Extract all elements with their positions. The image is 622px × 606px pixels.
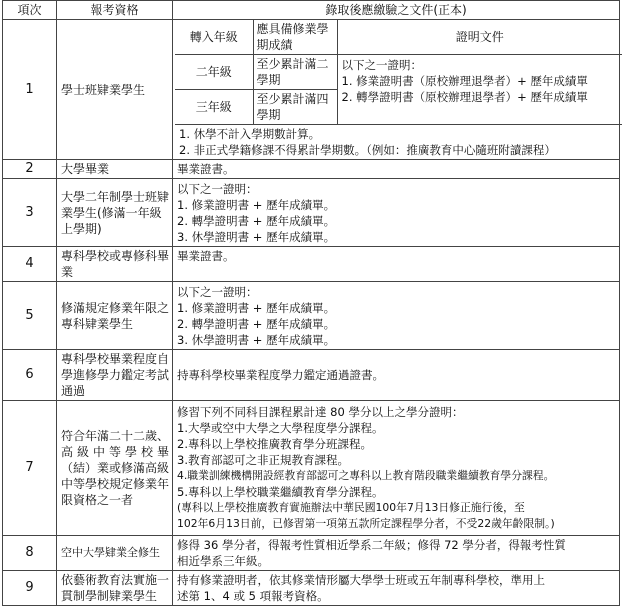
row-index: 5 <box>3 282 57 350</box>
doc-line: 5.專科以上學校職業繼續教育學分課程。 <box>177 485 384 499</box>
sub-header-transfer-grade: 轉入年級 <box>175 20 253 55</box>
row-index: 4 <box>3 247 57 282</box>
row1-proof-docs <box>337 55 622 125</box>
doc-line: 以下之一證明： <box>177 284 258 299</box>
row-qualification: 依藝術教育法實施一貫制學制肄業學生 <box>57 571 173 606</box>
row-index: 6 <box>3 350 57 401</box>
grade-3-record: 至少累計滿四學期 <box>253 90 337 125</box>
row-qualification: 大學二年制學士班肄業學生(修滿一年級上學期) <box>57 179 173 247</box>
header-index: 項次 <box>3 1 57 20</box>
doc-line: 2. 轉學證明書 + 歷年成績單。 <box>177 213 336 228</box>
doc-line: (專科以上學校推廣教育實施辦法中華民國100年7月13日修正施行後，至 <box>177 501 525 514</box>
doc-line: 1. 修業證明書 + 歷年成績單。 <box>177 197 336 212</box>
admission-documents-table <box>2 0 620 606</box>
table-row-7 <box>3 401 620 536</box>
row-index: 7 <box>3 401 57 536</box>
row-qualification: 學士班肄業學生 <box>57 20 173 160</box>
doc-line: 4.職業訓練機構開設經教育部認可之專科以上教育階段職業繼續教育學分課程。 <box>177 469 555 482</box>
doc-line: 述第 1、4 或 5 項報考資格。 <box>177 589 329 603</box>
row-qualification: 專科學校畢業程度自學進修學力鑑定考試通過 <box>57 350 173 401</box>
note-line: 2. 非正式學籍修課不得累計學期數。（例如：推廣教育中心隨班附讀課程） <box>179 143 556 157</box>
grade-2-record: 至少累計滿二學期 <box>253 55 337 90</box>
table-header-row <box>3 1 620 20</box>
grade-3-label: 三年級 <box>175 90 253 125</box>
doc-line: 2.專科以上學校推廣教育學分班課程。 <box>177 437 372 451</box>
table-row-6 <box>3 350 620 401</box>
note-line: 1. 休學不計入學期數計算。 <box>179 127 321 141</box>
doc-line: 102年6月13日前，已修習第一項第五款所定課程學分者，不受22歲年齡限制。) <box>177 517 555 530</box>
doc-line: 畢業證書。 <box>177 249 235 263</box>
table-row-5 <box>3 282 620 350</box>
row-documents <box>173 536 620 571</box>
table-row-9 <box>3 571 620 606</box>
row1-documents-cell <box>173 20 620 160</box>
proof-line: 1. 修業證明書（原校辦理退學者）+ 歷年成績單 <box>341 74 588 88</box>
table-row-4 <box>3 247 620 282</box>
row-qualification: 大學畢業 <box>57 160 173 179</box>
row-qualification: 空中大學肄業全修生 <box>57 536 173 571</box>
doc-line: 3. 休學證明書 + 歷年成績單。 <box>177 229 336 244</box>
proof-line: 以下之一證明： <box>341 58 422 72</box>
grade-2-label: 二年級 <box>175 55 253 90</box>
row-documents <box>173 571 620 606</box>
doc-line: 相近學系三年級。 <box>177 554 269 568</box>
row-documents <box>173 282 620 350</box>
row1-subtable <box>175 20 622 159</box>
doc-line: 1.大學或空中大學之大學程度學分課程。 <box>177 421 384 435</box>
row-qualification: 符合年滿二十二歲、高級中等學校畢（結）業或修滿高級中等學校規定修業年限資格之一者 <box>57 401 173 536</box>
row-index: 1 <box>3 20 57 160</box>
doc-line: 1. 修業證明書 + 歷年成績單。 <box>177 300 336 315</box>
doc-line: 持有修業證明者，依其修業情形屬大學學士班或五年制專科學校，準用上 <box>177 573 545 587</box>
row-index: 2 <box>3 160 57 179</box>
table-row-1 <box>3 20 620 160</box>
row-documents <box>173 247 620 282</box>
doc-line: 修得 36 學分者，得報考性質相近學系二年級；修得 72 學分者，得報考性質 <box>177 538 566 552</box>
doc-line: 畢業證書。 <box>177 162 235 176</box>
row-documents <box>173 401 620 536</box>
proof-line: 2. 轉學證明書（原校辦理退學者）+ 歷年成績單 <box>341 90 588 104</box>
table-row-8 <box>3 536 620 571</box>
doc-line: 持專科學校畢業程度學力鑑定通過證書。 <box>177 368 384 382</box>
doc-line: 3.教育部認可之非正規教育課程。 <box>177 453 349 467</box>
row-index: 3 <box>3 179 57 247</box>
doc-line: 3. 休學證明書 + 歷年成績單。 <box>177 332 336 347</box>
header-qualification: 報考資格 <box>57 1 173 20</box>
table-row-3 <box>3 179 620 247</box>
table-row-2 <box>3 160 620 179</box>
row-documents <box>173 350 620 401</box>
doc-line: 修習下列不同科目課程累計達 80 學分以上之學分證明： <box>177 405 464 419</box>
doc-line: 以下之一證明： <box>177 181 258 196</box>
header-documents: 錄取後應繳驗之文件(正本) <box>173 1 620 20</box>
sub-header-documents: 證明文件 <box>337 20 622 55</box>
row-index: 9 <box>3 571 57 606</box>
doc-line: 2. 轉學證明書 + 歷年成績單。 <box>177 316 336 331</box>
sub-header-required-record: 應具備修業學期成績 <box>253 20 337 55</box>
row-index: 8 <box>3 536 57 571</box>
row-documents <box>173 179 620 247</box>
row-qualification: 修滿規定修業年限之專科肄業學生 <box>57 282 173 350</box>
row1-notes <box>175 125 622 160</box>
row-qualification: 專科學校或專修科畢業 <box>57 247 173 282</box>
row-documents <box>173 160 620 179</box>
